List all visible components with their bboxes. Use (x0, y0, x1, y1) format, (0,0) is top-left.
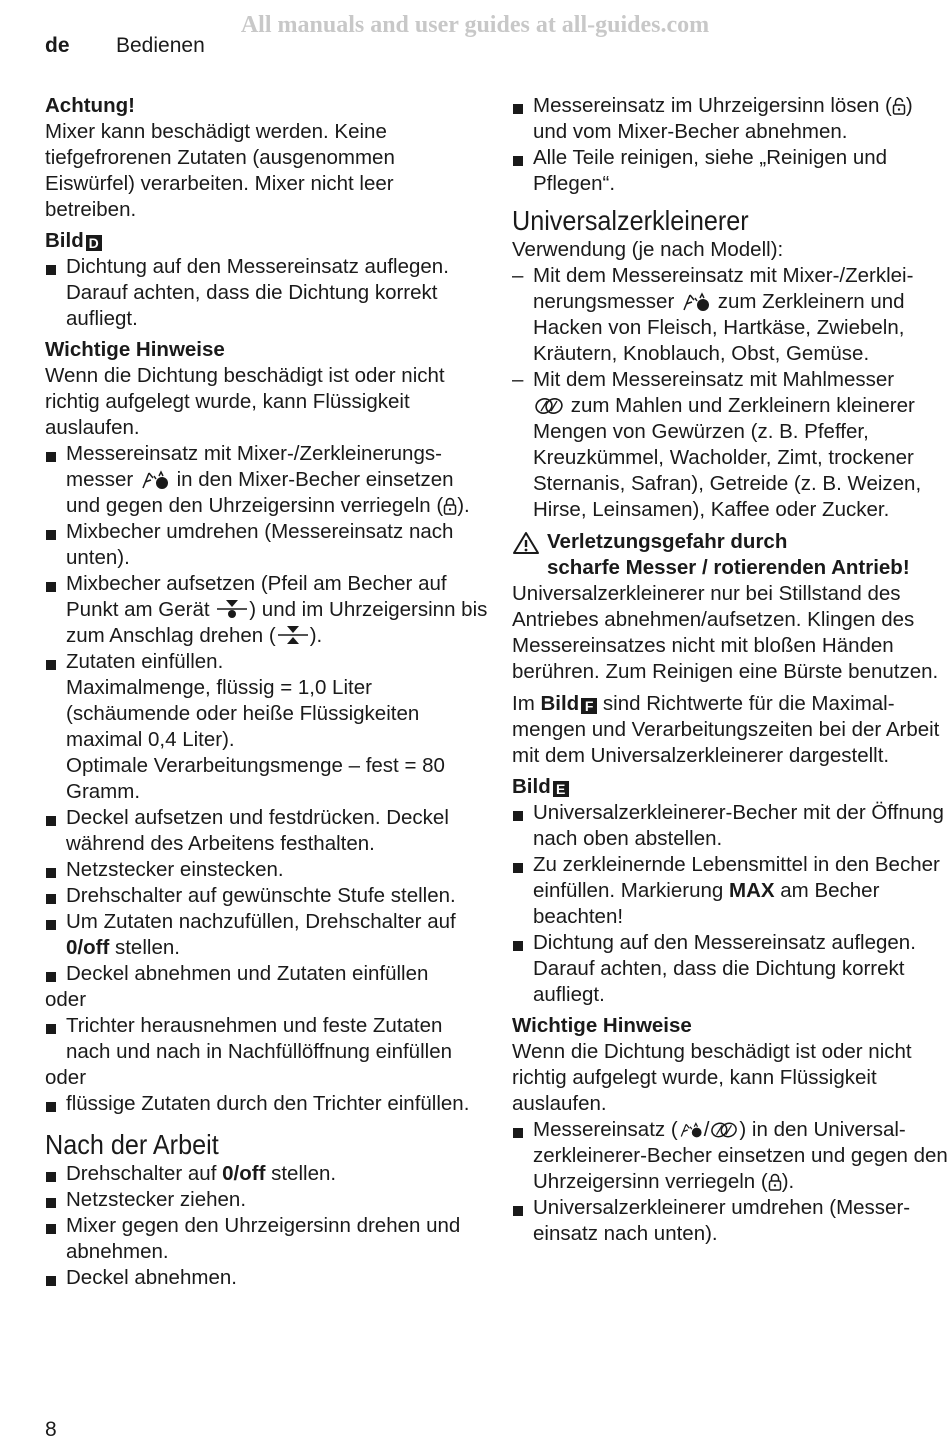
list-item: Zutaten einfüllen. Maximalmenge, flüssig = 1,0 Liter (schäumende oder heiße Flüssigkeiten maximal 0,4 Liter). Optimale Verarbeitungsmenge – fest = 80 Gramm. (45, 649, 490, 805)
warning-text: Universalzerkleinerer nur bei Stillstand des Antriebes abnehmen/aufsetzen. Klingen des Messereinsatzes nicht mit bloßen Händen berühren. Zum Reinigen eine Bürste benutzen. (512, 582, 939, 683)
list-item: Dichtung auf den Messereinsatz auflegen. Darauf achten, dass die Dichtung korrekt aufliegt. (45, 254, 490, 332)
list-item: Dichtung auf den Messereinsatz auflegen. Darauf achten, dass die Dichtung korrekt aufliegt. (512, 930, 950, 1008)
list-item: Deckel abnehmen. (45, 1265, 490, 1291)
list-item: Mixbecher umdrehen (Messereinsatz nach unten). (45, 519, 490, 571)
list-item: Netzstecker ziehen. (45, 1187, 490, 1213)
right-column (512, 93, 950, 1247)
figure-f-paragraph: Im Bild F sind Richtwerte für die Maximalmengen und Verarbeitungszeiten bei der Arbeit mit dem Universalzerkleinerer dargestellt. (512, 692, 940, 767)
locked-icon (443, 496, 457, 516)
universal-chopper-heading: Universalzerkleinerer (512, 205, 749, 236)
watermark: All manuals and user guides at all-guides.com (240, 12, 710, 38)
unlocked-icon (892, 96, 906, 116)
locked-icon (768, 1172, 782, 1192)
caution-text: Mixer kann beschädigt werden. Keine tiefgefrorenen Zutaten (ausgenommen Eiswürfel) verarbeiten. Mixer nicht leer betreiben. (45, 120, 395, 221)
usage-text: Verwendung (je nach Modell): (512, 238, 784, 261)
page-number: 8 (45, 1418, 57, 1441)
list-item: Drehschalter auf 0/off stellen. (45, 1161, 490, 1187)
list-item: Um Zutaten nachzufüllen, Drehschalter auf 0/off stellen. (45, 909, 490, 961)
list-item: Messereinsatz ( / ) in den Universalzerkleinerer-Becher einsetzen und gegen den Uhrzeigersinn verriegeln ( ). (512, 1117, 950, 1195)
chopping-blade-icon (139, 470, 171, 490)
grinding-blade-icon (709, 1120, 739, 1140)
left-column (45, 93, 490, 1291)
list-item: Mixbecher aufsetzen (Pfeil am Becher auf Punkt am Gerät ) und im Uhrzeigersinn bis zum Anschlag drehen ( ). (45, 571, 490, 649)
list-item: Trichter herausnehmen und feste Zutaten nach und nach in Nachfüllöffnung einfüllen (45, 1013, 490, 1065)
arrow-to-dot-icon (215, 598, 249, 620)
or-text: oder (45, 988, 87, 1011)
grinding-blade-icon (533, 396, 565, 416)
list-item: Deckel abnehmen und Zutaten einfüllen (45, 961, 490, 987)
list-item: Deckel aufsetzen und festdrücken. Deckel während des Arbeitens festhalten. (45, 805, 490, 857)
language-code: de (45, 34, 70, 57)
list-item: Zu zerkleinernde Lebensmittel in den Becher einfüllen. Markierung MAX am Becher beachten! (512, 852, 950, 930)
list-item: Drehschalter auf gewünschte Stufe stellen. (45, 883, 490, 909)
list-item: Netzstecker einstecken. (45, 857, 490, 883)
list-item: Messereinsatz mit Mixer-/Zerkleinerungsmesser in den Mixer-Becher einsetzen und gegen den Uhrzeigersinn verriegeln ( ). (45, 441, 490, 519)
notes-text: Wenn die Dichtung beschädigt ist oder nicht richtig aufgelegt wurde, kann Flüssigkeit auslaufen. (45, 364, 445, 439)
section-title: Bedienen (116, 34, 205, 57)
figure-letter-d: D (86, 235, 102, 251)
caution-title: Achtung! (45, 94, 135, 117)
dash-item: – Mit dem Messereinsatz mit Mixer-/Zerkleinerungsmesser zum Zerkleinern und Hacken von Fleisch, Hartkäse, Zwiebeln, Kräutern, Knoblauch, Obst, Gemüse. (512, 263, 950, 367)
list-item: Universalzerkleinerer-Becher mit der Öffnung nach oben abstellen. (512, 800, 950, 852)
after-work-heading: Nach der Arbeit (45, 1129, 219, 1160)
dash-item: – Mit dem Messereinsatz mit Mahlmesser zum Mahlen und Zerkleinern kleinerer Mengen von Gewürzen (z. B. Pfeffer, Kreuzkümmel, Wacholder, Zimt, trockener Sternanis, Safran), Getreide (z. B. Weizen, Hirse, Leinsamen), Kaffee oder Zucker. (512, 367, 950, 523)
list-item: Alle Teile reinigen, siehe „Reinigen und Pflegen“. (512, 145, 950, 197)
chopping-blade-icon (680, 292, 712, 312)
list-item: Universalzerkleinerer umdrehen (Messereinsatz nach unten). (512, 1195, 950, 1247)
chopping-blade-icon (678, 1120, 704, 1140)
list-item: Mixer gegen den Uhrzeigersinn drehen und abnehmen. (45, 1213, 490, 1265)
list-item: flüssige Zutaten durch den Trichter einfüllen. (45, 1091, 490, 1117)
injury-warning (512, 529, 950, 581)
warning-title-line2: scharfe Messer / rotierenden Antrieb! (547, 556, 910, 579)
or-text: oder (45, 1066, 87, 1089)
notes-heading: Wichtige Hinweise (45, 338, 225, 361)
list-item: Messereinsatz im Uhrzeigersinn lösen ( ) und vom Mixer-Becher abnehmen. (512, 93, 950, 145)
figure-d-heading: Bild D (45, 228, 490, 254)
warning-title-line1: Verletzungsgefahr durch (547, 530, 788, 553)
figure-letter-e: E (553, 781, 569, 797)
figure-e-heading: Bild E (512, 774, 950, 800)
warning-triangle-icon (512, 531, 540, 555)
notes-text: Wenn die Dichtung beschädigt ist oder nicht richtig aufgelegt wurde, kann Flüssigkeit auslaufen. (512, 1040, 912, 1115)
arrow-aligned-icon (276, 624, 310, 646)
figure-letter-f: F (581, 698, 597, 714)
notes-heading: Wichtige Hinweise (512, 1014, 692, 1037)
